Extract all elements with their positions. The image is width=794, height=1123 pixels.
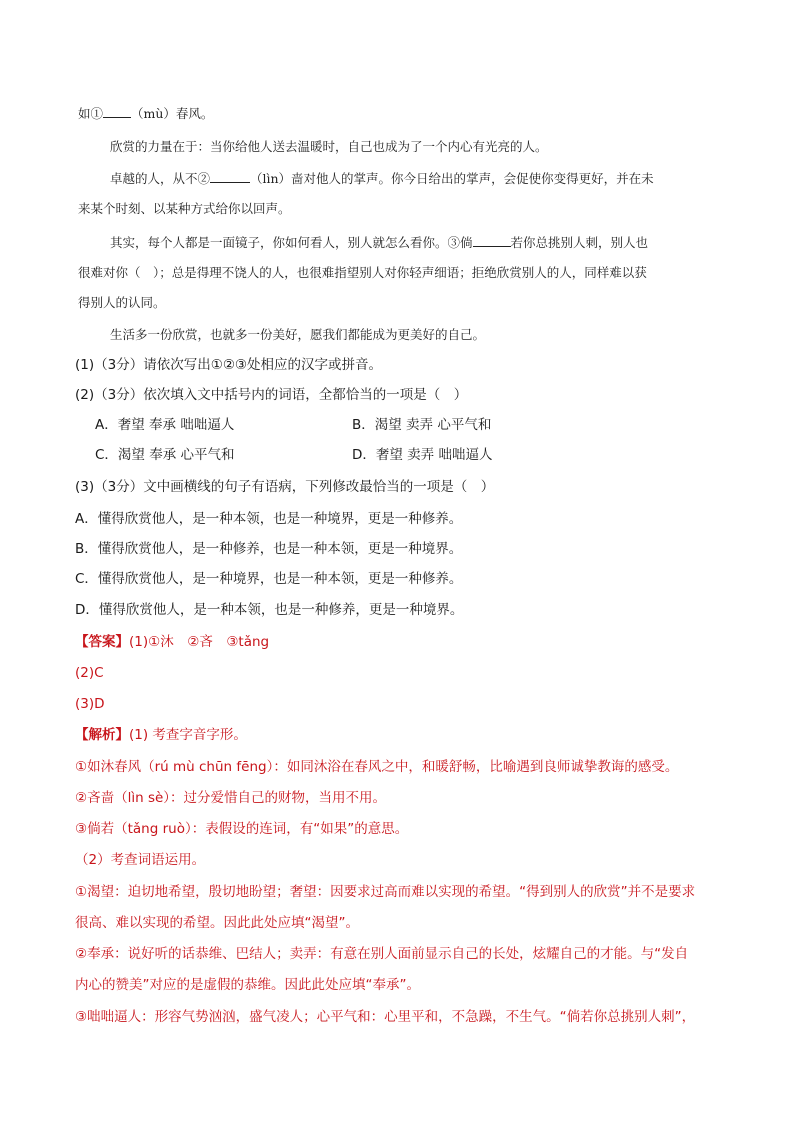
q3-option-c[interactable]: C．懂得欣赏他人，是一种境界，也是一种本领，更是一种修养。 xyxy=(75,571,463,587)
passage-line-7: 得别人的认同。 xyxy=(78,295,166,310)
answer-3: (3)D xyxy=(75,696,105,712)
analysis-heading-2: （2）考查词语运用。 xyxy=(75,852,206,868)
q2-option-b[interactable]: B．渴望 卖弄 心平气和 xyxy=(352,417,492,433)
q3-option-b[interactable]: B．懂得欣赏他人，是一种修养，也是一种本领，更是一种境界。 xyxy=(75,541,463,557)
passage-line-8: 生活多一份欣赏，也就多一份美好，愿我们都能成为更美好的自己。 xyxy=(110,327,486,342)
answer-2: (2)C xyxy=(75,665,104,681)
analysis-item-2: ②吝啬（lìn sè）：过分爱惜自己的财物，当用不用。 xyxy=(75,790,387,806)
analysis-item-4: ①渴望：迫切地希望，殷切地盼望；奢望：因要求过高而难以实现的希望。“得到别人的欣赏”并不是要求 xyxy=(75,884,696,900)
passage-text: （mù）春风。 xyxy=(131,106,214,121)
passage-line-3 xyxy=(110,170,654,188)
passage-text: 若你总挑别人刺，别人也 xyxy=(510,235,649,250)
analysis-line-1 xyxy=(75,726,247,744)
answer-1-prefix: (1) xyxy=(129,634,149,650)
blank-1[interactable] xyxy=(103,105,131,118)
analysis-item-5: ②奉承：说好听的话恭维、巴结人；卖弄：有意在别人面前显示自己的长处，炫耀自己的才能。与“发自 xyxy=(75,946,689,962)
passage-line-2: 欣赏的力量在于：当你给他人送去温暖时，自己也成为了一个内心有光亮的人。 xyxy=(110,139,548,154)
analysis-item-6: ③咄咄逼人：形容气势汹汹，盛气凌人；心平气和：心里平和，不急躁，不生气。“倘若你总挑别人刺”， xyxy=(75,1009,696,1025)
q2-option-c[interactable]: C．渴望 奉承 心平气和 xyxy=(95,447,235,463)
passage-line-1 xyxy=(78,105,213,123)
answer-label: 【答案】 xyxy=(75,634,129,650)
analysis-label: 【解析】 xyxy=(75,727,129,743)
question-3: (3)（3分）文中画横线的句子有语病，下列修改最恰当的一项是（ ） xyxy=(75,479,495,495)
analysis-heading-1: (1) 考查字音字形。 xyxy=(129,727,247,743)
passage-line-5 xyxy=(110,234,648,252)
passage-text: 其实，每个人都是一面镜子，你如何看人，别人就怎么看你。③倘 xyxy=(110,235,473,250)
q3-option-a[interactable]: A．懂得欣赏他人，是一种本领，也是一种境界，更是一种修养。 xyxy=(75,511,463,527)
q2-option-a[interactable]: A．奢望 奉承 咄咄逼人 xyxy=(95,417,235,433)
answer-1-body: ①沐 ②吝 ③tǎng xyxy=(148,634,270,650)
passage-text: 卓越的人，从不② xyxy=(110,171,211,186)
analysis-item-4-cont: 很高、难以实现的希望。因此此处应填“渴望”。 xyxy=(75,915,359,931)
question-1: (1)（3分）请依次写出①②③处相应的汉字或拼音。 xyxy=(75,357,383,373)
analysis-item-5-cont: 内心的赞美”对应的是虚假的恭维。因此此处应填“奉承”。 xyxy=(75,977,420,993)
blank-2[interactable] xyxy=(210,170,250,183)
passage-text: 如① xyxy=(78,106,104,121)
answer-line-1 xyxy=(75,633,269,651)
blank-3[interactable] xyxy=(473,234,511,247)
q2-option-d[interactable]: D．奢望 卖弄 咄咄逼人 xyxy=(352,447,493,463)
analysis-item-3: ③倘若（tǎng ruò）：表假设的连词，有“如果”的意思。 xyxy=(75,821,409,837)
passage-text: （lìn）啬对他人的掌声。你今日给出的掌声，会促使你变得更好，并在未 xyxy=(250,171,654,186)
analysis-item-1: ①如沐春风（rú mù chūn fēng）：如同沐浴在春风之中，和暖舒畅，比喻遇到良师诚挚教诲的感受。 xyxy=(75,759,679,775)
passage-line-6: 很难对你（ ）；总是得理不饶人的人，也很难指望别人对你轻声细语；拒绝欣赏别人的人，同样难以获 xyxy=(78,265,647,280)
passage-line-4: 来某个时刻、以某种方式给你以回声。 xyxy=(78,201,291,216)
question-2: (2)（3分）依次填入文中括号内的词语，全都恰当的一项是（ ） xyxy=(75,387,468,403)
q3-option-d[interactable]: D．懂得欣赏他人，是一种本领，也是一种修养，更是一种境界。 xyxy=(75,602,464,618)
